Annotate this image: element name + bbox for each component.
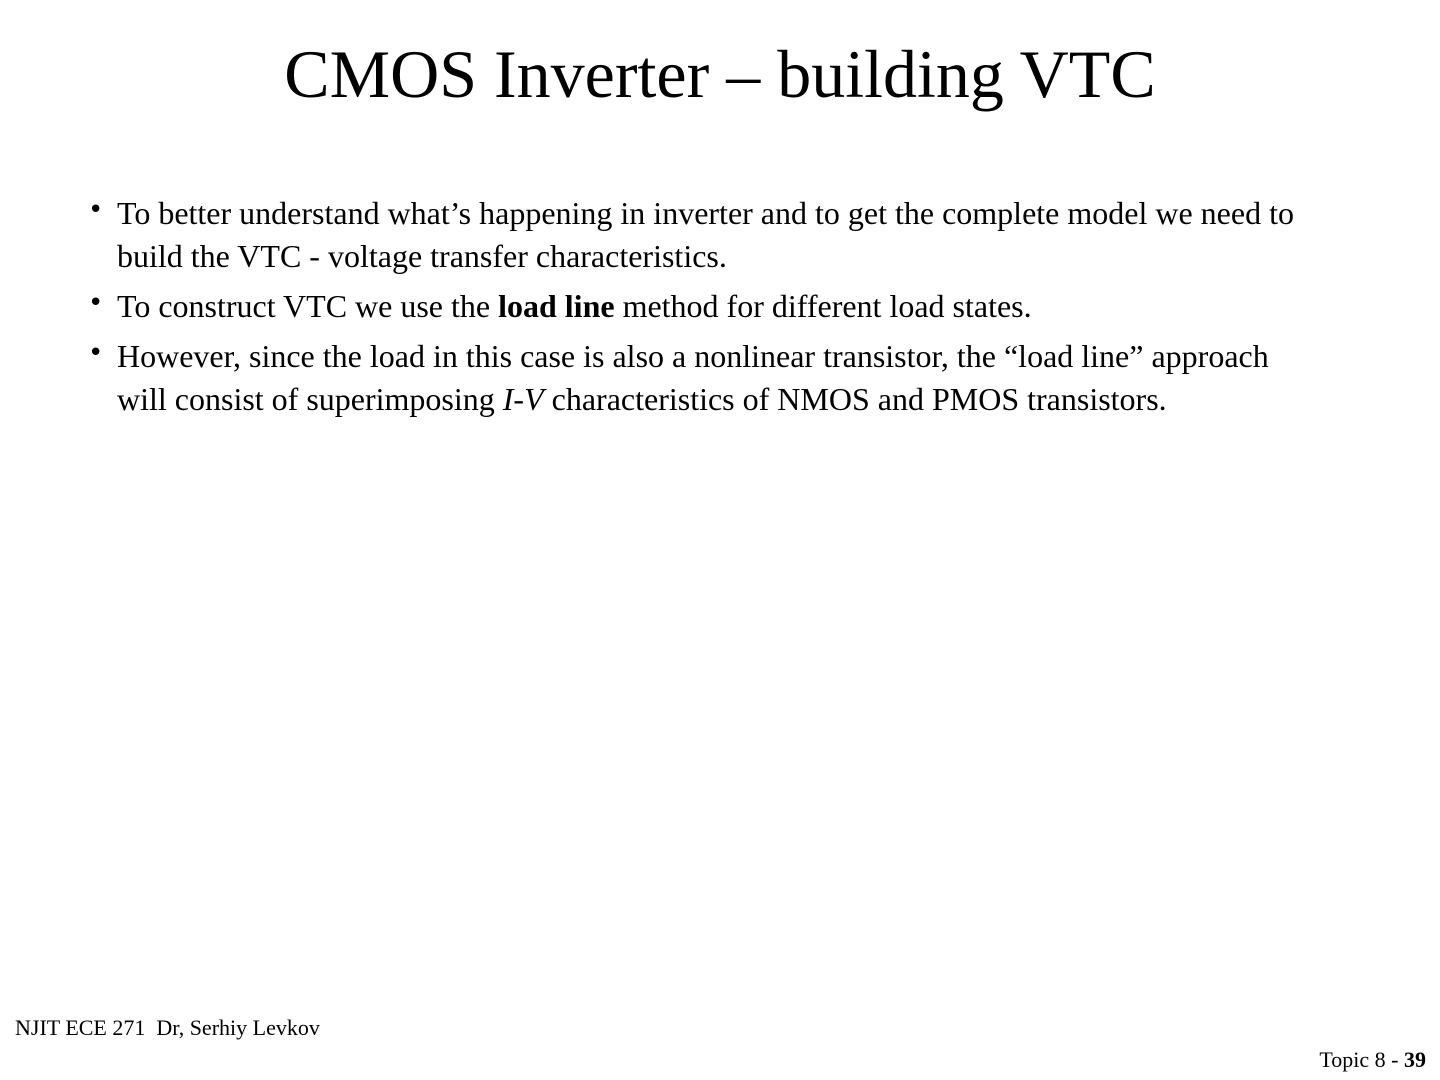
bullet-item <box>0 285 1297 328</box>
footer-page-indicator <box>1319 1047 1426 1073</box>
footer-page-number: 39 <box>1404 1047 1426 1072</box>
bullet-bold-term: load line <box>498 288 615 324</box>
bullet-italic-term: I-V <box>502 381 544 417</box>
bullet-item <box>0 192 1297 278</box>
slide-title: CMOS Inverter – building VTC <box>284 36 1156 112</box>
bullet-icon: • <box>88 288 104 318</box>
bullet-item <box>0 335 1297 421</box>
bullet-text-part: To construct VTC we use the <box>117 288 499 324</box>
bullet-text-part: However, since the load in this case is also a nonlinear transistor, the “load line” approach will consist of superimposing <box>117 338 1269 417</box>
bullet-icon: • <box>88 338 104 368</box>
bullet-text: To better understand what’s happening in inverter and to get the complete model we need to build the VTC - voltage transfer characteristics. <box>117 195 1294 274</box>
bullet-text-part: characteristics of NMOS and PMOS transistors. <box>543 381 1167 417</box>
bullet-icon: • <box>88 195 104 225</box>
footer-course-author: NJIT ECE 271 Dr, Serhiy Levkov <box>15 1015 320 1040</box>
bullet-text-part: method for different load states. <box>614 288 1032 324</box>
footer-topic-label: Topic 8 - <box>1319 1047 1404 1072</box>
bullet-list <box>0 192 1440 428</box>
